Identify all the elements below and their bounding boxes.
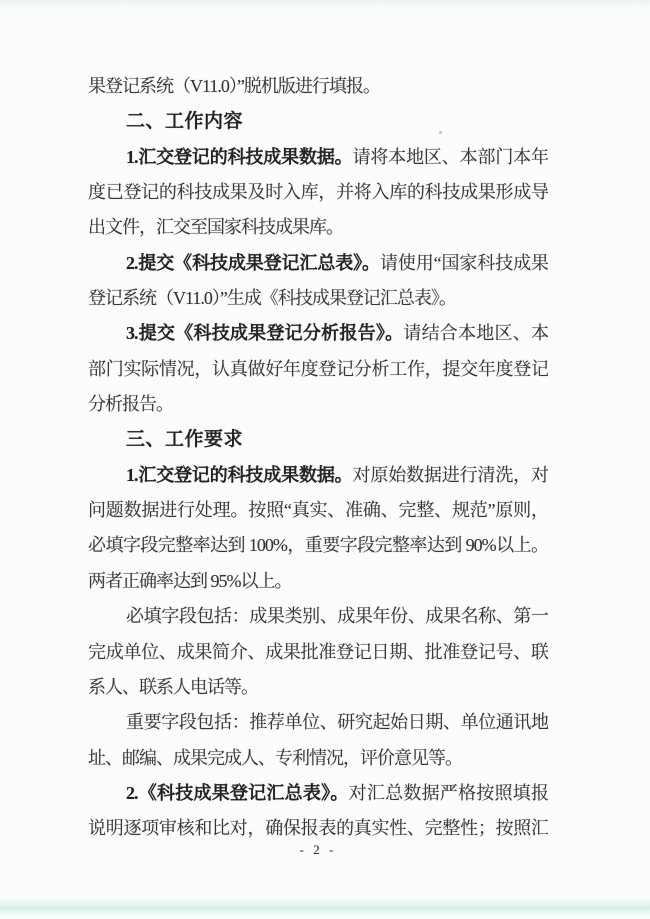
text-line — [88, 352, 548, 387]
document-body — [88, 69, 548, 847]
text-line — [88, 599, 548, 634]
text-line — [88, 175, 548, 210]
body-text: 分析报告。 — [88, 394, 173, 415]
body-text: 果登记系统（V11.0）”脱机版进行填报。 — [88, 76, 380, 96]
body-text: 两者正确率达到 95%以上。 — [88, 570, 292, 591]
body-text: 完成单位、成果简介、成果批准登记日期、批准登记号、联 — [88, 641, 548, 662]
body-text: 部门实际情况，认真做好年度登记分析工作，提交年度登记 — [88, 358, 548, 379]
bold-text: 三、工作要求 — [126, 429, 244, 451]
body-text: 必填字段包括：成果类别、成果年份、成果名称、第一 — [126, 606, 548, 627]
body-text: 请将本地区、本部门本年 — [352, 146, 548, 167]
body-text: 登记系统（V11.0）”生成《科技成果登记汇总表》。 — [88, 288, 456, 309]
text-line — [88, 776, 548, 811]
scan-edge-bottom — [0, 898, 650, 919]
text-line — [88, 69, 548, 104]
text-line — [88, 741, 548, 776]
text-line — [88, 670, 548, 705]
bold-text: 1.汇交登记的科技成果数据。 — [126, 464, 353, 485]
body-text: 系人、联系人电话等。 — [88, 676, 258, 697]
bold-text: 1.汇交登记的科技成果数据。 — [126, 146, 353, 167]
text-line — [88, 705, 548, 740]
body-text: 说明逐项审核和比对，确保报表的真实性、完整性；按照汇 — [88, 818, 548, 839]
body-text: 请结合本地区、本 — [403, 323, 548, 344]
body-text: 对汇总数据严格按照填报 — [348, 782, 548, 803]
text-line — [88, 458, 548, 493]
body-text: 必填字段完整率达到 100%，重要字段完整率达到 90%以上。 — [88, 535, 548, 556]
text-line — [88, 635, 548, 670]
body-text: 出文件，汇交至国家科技成果库。 — [88, 217, 343, 238]
body-text: 问题数据进行处理。按照“真实、准确、完整、规范”原则， — [88, 500, 548, 521]
text-line — [88, 246, 548, 281]
text-line — [88, 281, 548, 316]
body-text: 度已登记的科技成果及时入库，并将入库的科技成果形成导 — [88, 182, 548, 203]
section-heading — [88, 104, 548, 139]
bold-text: 2.提交《科技成果登记汇总表》。 — [126, 252, 380, 273]
text-line — [88, 564, 548, 599]
body-text: 请使用“国家科技成果 — [379, 252, 548, 273]
body-text: 对原始数据进行清洗，对 — [352, 464, 548, 485]
bold-text: 二、工作内容 — [126, 111, 244, 133]
body-text: 址、邮编、成果完成人、专利情况，评价意见等。 — [88, 747, 462, 768]
text-line — [88, 140, 548, 175]
bold-text: 3.提交《科技成果登记分析报告》。 — [126, 323, 404, 344]
text-line — [88, 387, 548, 422]
body-text: 重要字段包括：推荐单位、研究起始日期、单位通讯地 — [126, 712, 548, 733]
section-heading — [88, 422, 548, 457]
text-line — [88, 210, 548, 245]
text-line — [88, 316, 548, 351]
bold-text: 2.《科技成果登记汇总表》。 — [126, 782, 349, 803]
page-number: - 2 - — [299, 842, 337, 857]
text-line — [88, 528, 548, 563]
text-line — [88, 493, 548, 528]
scan-edge-top — [0, 0, 650, 10]
